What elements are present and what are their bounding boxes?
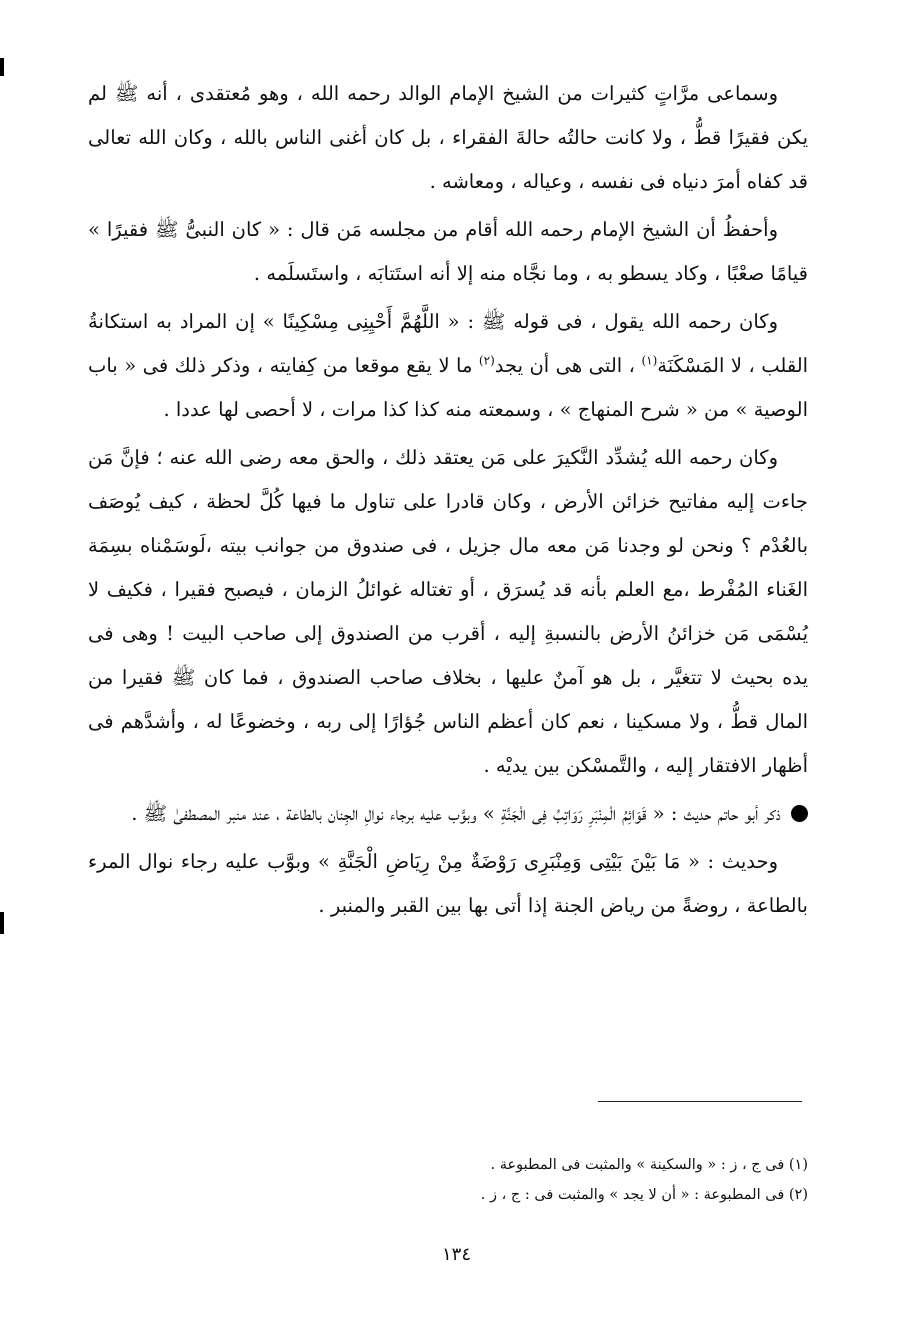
text-line: وكان رحمه الله يقول ، فى قوله ﷺ : « اللَّهُمَّ أَحْيِنِى مِسْكِينًا » إن المراد به استكانةُ xyxy=(88,310,778,333)
page-number: ١٣٤ xyxy=(441,1244,471,1265)
text-line: ما لا يقع موقعا من كِفايته ، وذكر ذلك فى xyxy=(142,354,473,377)
footnote-1: (١) فى ج ، ز : « والسكينة » والمثبت فى المطبوعة . xyxy=(490,1157,808,1173)
footnote-ref-1[interactable]: (١) xyxy=(641,353,658,368)
text-line: قد كفاه أمرَ دنياه فى نفسه ، وعياله ، ومعاشه . xyxy=(429,170,808,193)
main-text xyxy=(88,72,808,932)
text-line: بالطاعة ، روضةً من رياض الجنة إذا أتى بها بين القبر والمنبر . xyxy=(318,894,808,917)
text-line: لا يُسْمَى مَن خزائنُ الأرض بالنسبةِ إليه ، أقرب من الصندوق إلى صاحب البيت ! xyxy=(88,578,808,645)
text-line: ﷺ فقيرا من المال قطُّ ، ولا مسكينا ، نعم كان أعظم الناس جُؤارًا إلى ربه ، وخضوعًا xyxy=(88,666,808,733)
paragraph-4 xyxy=(88,436,808,788)
text-line: له ، وأشدَّهم فى أظهار الافتقار إليه ، والتَّمسْكن بين يديْه . xyxy=(88,710,808,777)
text-line: عددا . xyxy=(163,398,212,421)
text-line: يكن فقيرًا قطُّ ، ولا كانت حالتُه حالةَ الفقراء ، بل كان أغنى الناس بالله ، وكان الله تعالى xyxy=(88,126,808,149)
text-line: وهى فى يده بحيث لا تتغيَّر ، بل هو آمنٌ عليها ، بخلاف صاحب الصندوق ، فما كان xyxy=(88,622,809,689)
text-line: بالعُدْم ؟ ونحن لو وجدنا مَن معه مال جزيل ، فى صندوق من جوانب بيته ،لَوسَمْناه بسِمَة xyxy=(88,534,808,557)
scan-edge-mark-top xyxy=(0,58,4,76)
footnote-2: (٢) فى المطبوعة : « أن لا يجد » والمثبت فى : ج ، ز . xyxy=(480,1187,808,1203)
text-line: وأحفظُ أن الشيخ الإمام رحمه الله أقام من مجلسه مَن قال : « كان النبىُّ ﷺ فقيرًا » xyxy=(88,218,778,241)
text-line: « باب الوصية » من « شرح المنهاج » ، وسمعته منه كذا كذا مرات ، لا أحصى لها xyxy=(88,354,808,421)
paragraph-1 xyxy=(88,72,808,204)
text-line: وحديث : « مَا بَيْنَ بَيْتِى وَمِنْبَرِى رَوْضَةٌ مِنْ رِيَاضِ الْجَنَّةِ » وبوَّب عليه رجاء نوال المرء xyxy=(88,850,778,873)
footnote-ref-2[interactable]: (٢) xyxy=(478,353,495,368)
text-line: القلب ، لا المَسْكَنَة xyxy=(657,354,809,377)
text-line: ، التى هى أن يجد xyxy=(494,354,635,377)
text-line: جاءت إليه مفاتيح خزائن الأرض ، وكان قادرا على تناول ما فيها كُلَّ لحظة ، كيف يُوصَف xyxy=(88,490,808,513)
text-line: وسماعى مرَّاتٍ كثيرات من الشيخ الإمام الوالد رحمه الله ، وهو مُعتقدى ، أنه ﷺ لم xyxy=(88,82,778,105)
paragraph-6 xyxy=(88,840,808,928)
text-line: وكان رحمه الله يُشدِّد النَّكيرَ على مَن يعتقد ذلك ، والحق معه رضى الله عنه ؛ فإنَّ مَن xyxy=(88,446,778,469)
text-line: ذكر أبو حاتم حديث : « قَوَائِمُ الْمِنْبَرِ رَوَاتِبُ فِى الْجَنَّةِ » وبوَّب عليه برجاء نوالِ xyxy=(364,802,781,825)
text-line: قيامًا صعْبًا ، وكاد يسطو به ، وما نجَّاه منه إلا أنه استَتابَه ، واستَسلَمه . xyxy=(253,262,808,285)
paragraph-3 xyxy=(88,300,808,432)
footnotes xyxy=(88,1150,808,1210)
scan-edge-mark-middle xyxy=(0,912,4,934)
text-line: الغَناء المُفْرط ،مع العلم بأنه قد يُسرَق ، أو تغتاله غوائلُ الزمان ، فيصبح فقيرا ، فكيف xyxy=(106,578,808,601)
paragraph-5 xyxy=(88,792,808,836)
paragraph-2 xyxy=(88,208,808,296)
footnote-divider xyxy=(598,1101,802,1102)
bullet-dot-icon xyxy=(791,805,808,822)
text-line: الجِنان بالطاعة ، عند منبر المصطفىٰ ﷺ . xyxy=(131,802,359,825)
